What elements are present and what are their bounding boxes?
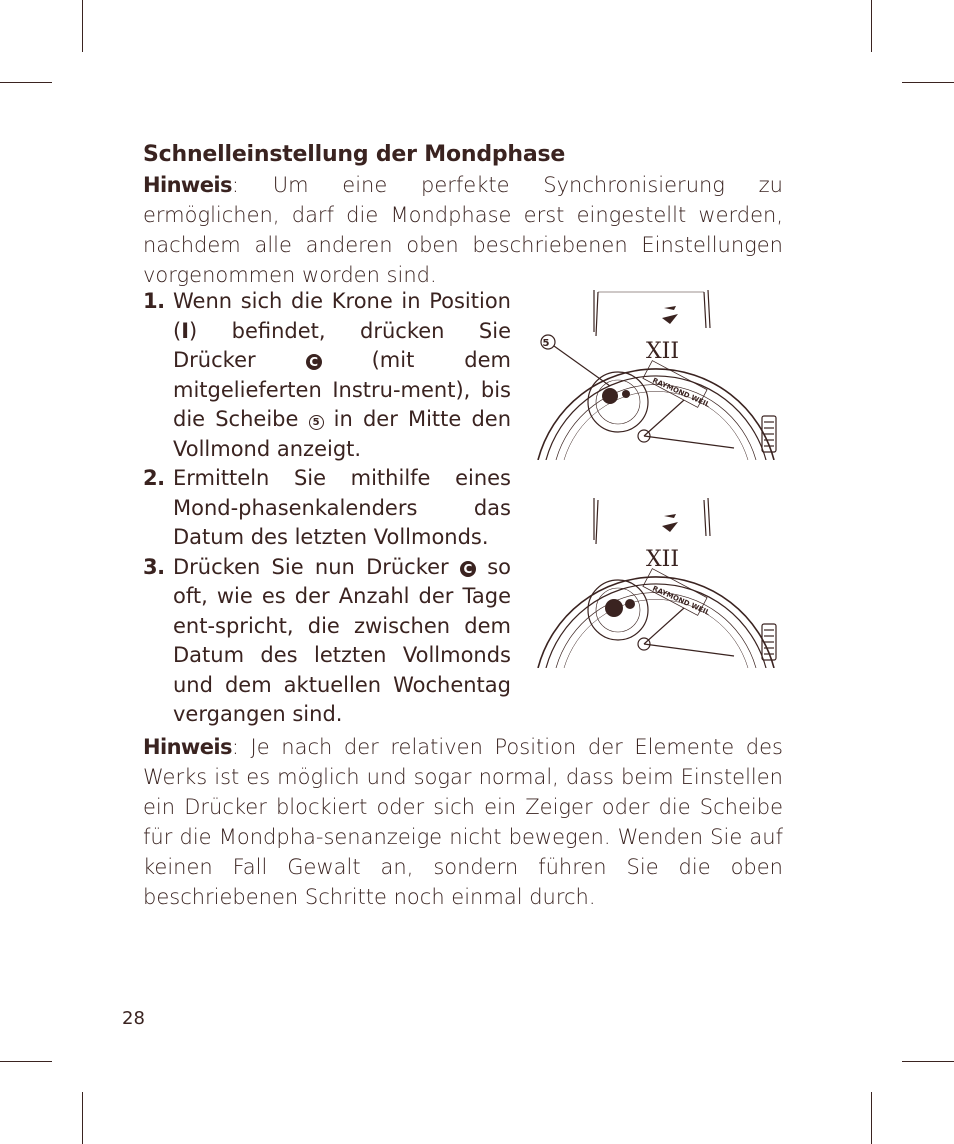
step-text: Drücken Sie nun Drücker: [173, 554, 460, 579]
callout-label: 5: [542, 338, 550, 349]
page-title: Schnelleinstellung der Mondphase: [143, 142, 566, 167]
crop-mark: [902, 1061, 954, 1062]
list-item: [143, 553, 511, 730]
list-item: [143, 287, 511, 464]
step-list: [143, 287, 511, 730]
note-label: Hinweis: [143, 173, 232, 197]
brand-label: RAYMOND WEIL: [651, 376, 711, 409]
dial-numeral: XII: [646, 547, 680, 572]
crop-mark: [82, 1092, 83, 1144]
crop-mark: [0, 1061, 52, 1062]
crop-mark: [0, 82, 52, 83]
crop-mark: [82, 0, 83, 52]
note-text: : Um eine perfekte Synchronisierung zu ermöglichen, darf die Mondphase erst eingestellt werden, nachdem alle anderen oben beschriebenen Einstellungen vorgenommen worden sind.: [143, 173, 783, 287]
pusher-c-icon: C: [306, 354, 322, 370]
step-number: 3.: [143, 554, 165, 579]
note-paragraph: [143, 732, 783, 912]
disc-5-icon: 5: [309, 415, 324, 430]
step-text: (mit dem mitgelieferten Instru-ment), bis die Scheibe: [173, 348, 511, 431]
brand-label: RAYMOND WEIL: [651, 584, 711, 617]
note-paragraph: [143, 170, 783, 290]
list-item: [143, 464, 511, 553]
step-number: 2.: [143, 466, 165, 490]
step-text: Wenn sich die Krone in Position (: [173, 289, 511, 343]
step-number: 1.: [143, 289, 165, 313]
position-label: I: [181, 318, 190, 343]
watch-illustration: [534, 288, 778, 460]
pusher-c-icon: C: [460, 561, 476, 577]
page-number: 28: [122, 1008, 145, 1029]
crop-mark: [871, 0, 872, 52]
crop-mark: [871, 1092, 872, 1144]
dial-numeral: XII: [646, 339, 680, 364]
watch-illustration: [534, 496, 778, 668]
note-label: Hinweis: [143, 735, 232, 759]
step-text: ) befindet, drücken Sie Drücker: [173, 318, 511, 372]
step-text: Ermitteln Sie mithilfe eines Mond-phasenkalenders das Datum des letzten Vollmonds.: [173, 466, 511, 549]
crop-mark: [902, 82, 954, 83]
note-text: : Je nach der relativen Position der Elemente des Werks ist es möglich und sogar normal, dass beim Einstellen ein Drücker blockiert oder sich ein Zeiger oder die Scheibe für die Mondpha-senanzeige nicht bewegen. Wenden Sie auf keinen Fall Gewalt an, sondern führen Sie die oben beschriebenen Schritte noch einmal durch.: [143, 735, 783, 909]
step-text: so oft, wie es der Anzahl der Tage ent-spricht, die zwischen dem Datum des letzten Vollmonds und dem aktuellen Wochentag vergangen sind.: [173, 554, 511, 726]
step-text: in der Mitte den Vollmond anzeigt.: [173, 407, 511, 461]
